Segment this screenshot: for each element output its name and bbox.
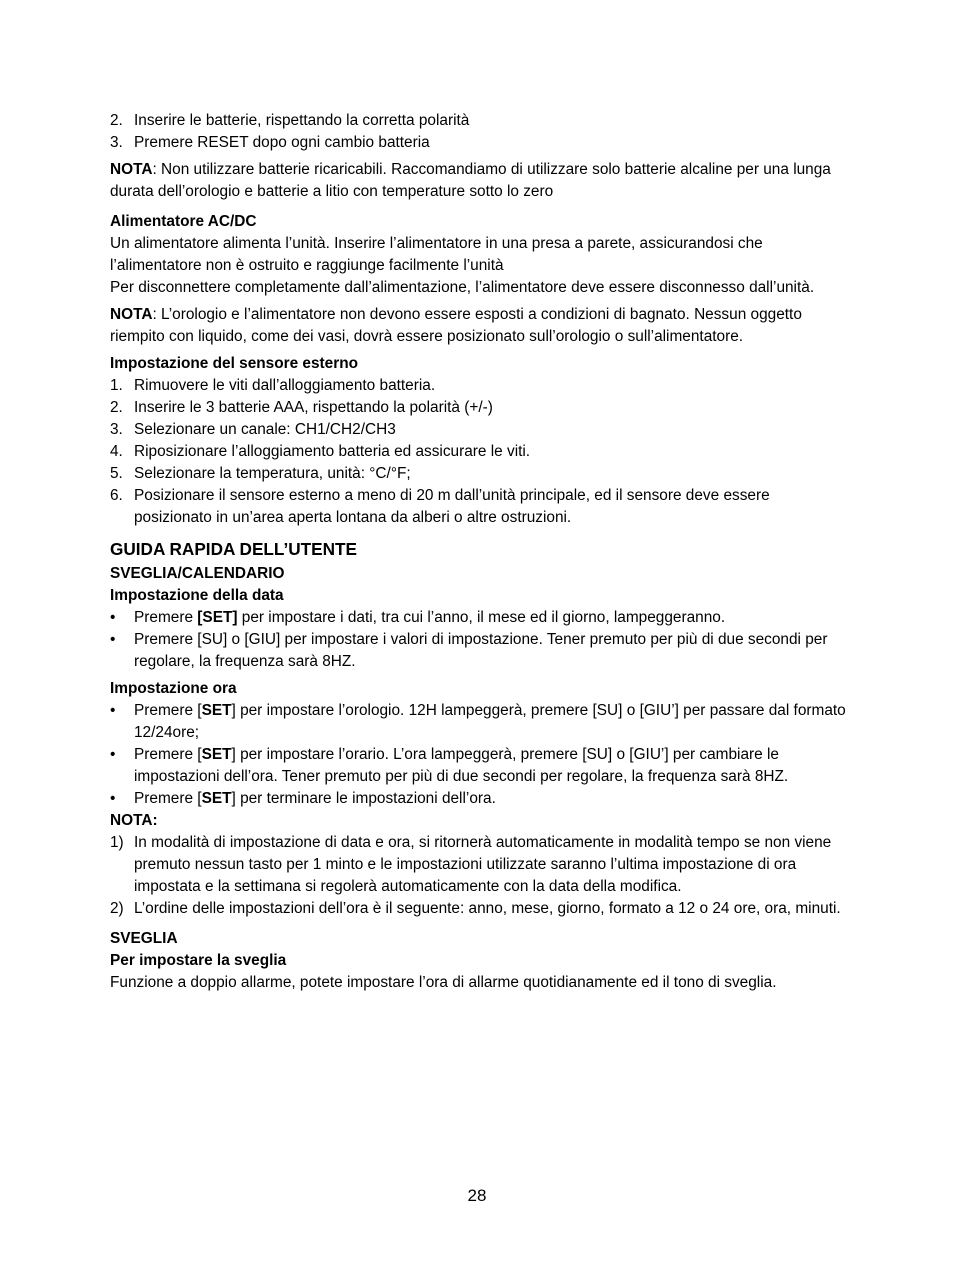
list-item-text: Riposizionare l’alloggiamento batteria ed assicurare le viti. <box>134 443 531 460</box>
date-setting-heading: Impostazione della data <box>110 587 284 604</box>
sensor-heading: Impostazione del sensore esterno <box>110 355 359 372</box>
item-text-pre: Premere [ <box>134 790 202 807</box>
alarm-subheading: Per impostare la sveglia <box>110 952 287 969</box>
list-item-text: Rimuovere le viti dall’alloggiamento batteria. <box>134 377 436 394</box>
list-item <box>110 463 850 485</box>
list-number: 3. <box>110 421 123 438</box>
list-number: 1) <box>110 834 124 851</box>
item-text-pre: Premere [ <box>134 746 202 763</box>
item-text-post: ] per impostare l’orologio. 12H lampeggerà, premere [SU] o [GIU’] per passare dal formato 12/24ore; <box>134 702 846 741</box>
time-setting-heading: Impostazione ora <box>110 680 237 697</box>
alarm-paragraph: Funzione a doppio allarme, potete impostare l’ora di allarme quotidianamente ed il tono di sveglia. <box>110 974 777 991</box>
sensor-steps-list <box>110 375 850 529</box>
note-text: : L’orologio e l’alimentatore non devono essere esposti a condizioni di bagnato. Nessun oggetto riempito con liquido, come dei vasi, dovrà essere posizionato sull’orologio o sull’alimentatore. <box>110 306 802 345</box>
list-item-text: Inserire le batterie, rispettando la corretta polarità <box>134 112 470 129</box>
item-text-post: ] per terminare le impostazioni dell’ora. <box>231 790 496 807</box>
time-setting-list <box>110 700 850 810</box>
adapter-note <box>110 304 850 348</box>
list-item <box>110 485 850 529</box>
item-text-pre: Premere <box>134 609 198 626</box>
bullet: • <box>110 746 116 763</box>
list-item <box>110 397 850 419</box>
note-heading: NOTA: <box>110 812 158 829</box>
bullet: • <box>110 631 116 648</box>
list-item <box>110 788 850 810</box>
note-label: NOTA <box>110 306 153 323</box>
key-label: [SET] <box>197 609 238 626</box>
list-item <box>110 375 850 397</box>
list-item <box>110 700 850 744</box>
key-label: SET <box>201 702 232 719</box>
adapter-paragraph: Un alimentatore alimenta l’unità. Inserire l’alimentatore in una presa a parete, assicurandosi che l’alimentatore non è ostruito e raggiunge facilmente l’unità <box>110 235 763 274</box>
battery-note <box>110 159 850 203</box>
item-text-post: ] per impostare l’orario. L’ora lampeggerà, premere [SU] o [GIU’] per cambiare le impostazioni dell’ora. Tener premuto per più di due secondi per regolare, la frequenza sarà 8HZ. <box>134 746 789 785</box>
note-text: : Non utilizzare batterie ricaricabili. Raccomandiamo di utilizzare solo batterie alcaline per una lunga durata dell’orologio e batterie a litio con temperature sotto lo zero <box>110 161 831 200</box>
list-number: 1. <box>110 377 123 394</box>
bullet: • <box>110 702 116 719</box>
list-number: 5. <box>110 465 123 482</box>
list-item <box>110 419 850 441</box>
list-item <box>110 629 850 673</box>
bullet: • <box>110 790 116 807</box>
list-item <box>110 832 850 898</box>
list-item-text: Selezionare la temperatura, unità: °C/°F; <box>134 465 411 482</box>
list-item <box>110 110 850 132</box>
bullet: • <box>110 609 116 626</box>
list-item <box>110 898 850 920</box>
list-number: 2. <box>110 399 123 416</box>
list-item-text: Selezionare un canale: CH1/CH2/CH3 <box>134 421 396 438</box>
page-number: 28 <box>467 1186 487 1205</box>
alarm-calendar-heading: SVEGLIA/CALENDARIO <box>110 565 285 582</box>
list-item <box>110 744 850 788</box>
list-item <box>110 441 850 463</box>
note-label: NOTA <box>110 161 153 178</box>
date-setting-list <box>110 607 850 673</box>
list-item-text: Inserire le 3 batterie AAA, rispettando la polarità (+/-) <box>134 399 493 416</box>
list-item-text: L’ordine delle impostazioni dell’ora è il seguente: anno, mese, giorno, formato a 12 o 24 ore, ora, minuti. <box>134 900 841 917</box>
list-number: 2. <box>110 112 123 129</box>
item-text-pre: Premere [ <box>134 702 202 719</box>
list-number: 4. <box>110 443 123 460</box>
list-item <box>110 132 850 154</box>
adapter-paragraph: Per disconnettere completamente dall’alimentazione, l’alimentatore deve essere disconnesso dall’unità. <box>110 279 815 296</box>
list-item-text: Posizionare il sensore esterno a meno di 20 m dall’unità principale, ed il sensore deve essere posizionato in un’area aperta lontana da alberi o altre ostruzioni. <box>134 487 770 526</box>
alarm-heading: SVEGLIA <box>110 930 178 947</box>
adapter-heading: Alimentatore AC/DC <box>110 213 257 230</box>
item-text-pre: Premere [SU] o [GIU] per impostare i valori di impostazione. Tener premuto per più di due secondi per regolare, la frequenza sarà 8HZ. <box>134 631 828 670</box>
list-item-text: Premere RESET dopo ogni cambio batteria <box>134 134 430 151</box>
manual-page <box>110 110 850 994</box>
key-label: SET <box>201 746 232 763</box>
item-text-post: per impostare i dati, tra cui l’anno, il mese ed il giorno, lampeggeranno. <box>237 609 726 626</box>
list-item-text: In modalità di impostazione di data e ora, si ritornerà automaticamente in modalità tempo se non viene premuto nessun tasto per 1 minto e le impostazioni utilizzate saranno l’ultima impostazione di ora impostata e la settimana si regolerà automaticamente con la data della modifica. <box>134 834 832 895</box>
list-number: 3. <box>110 134 123 151</box>
key-label: SET <box>201 790 232 807</box>
list-item <box>110 607 850 629</box>
section-title: GUIDA RAPIDA DELL’UTENTE <box>110 539 357 559</box>
list-number: 6. <box>110 487 123 504</box>
list-number: 2) <box>110 900 124 917</box>
note-list <box>110 832 850 920</box>
battery-steps-list <box>110 110 850 154</box>
